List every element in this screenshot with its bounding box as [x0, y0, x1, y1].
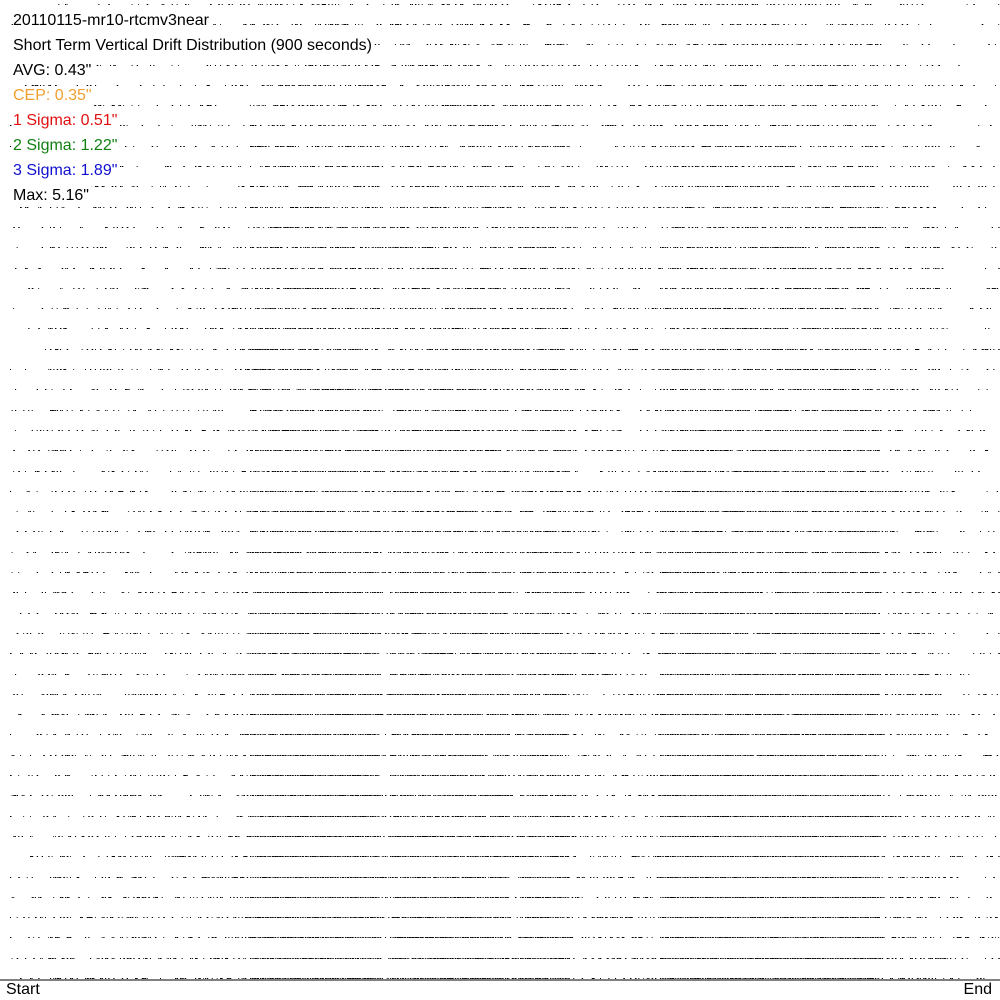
stat-max: Max: 5.16" [13, 187, 89, 204]
stat-cep: CEP: 0.35" [13, 87, 92, 104]
drift-rows [10, 5, 1000, 979]
chart-subtitle: Short Term Vertical Drift Distribution (900 seconds) [13, 37, 372, 54]
x-axis-end-label: End [963, 981, 992, 998]
stat-2-sigma: 2 Sigma: 1.22" [13, 137, 118, 154]
stat-avg: AVG: 0.43" [13, 62, 92, 79]
stat-3-sigma: 3 Sigma: 1.89" [13, 162, 118, 179]
x-axis-start-label: Start [6, 981, 40, 998]
stat-1-sigma: 1 Sigma: 0.51" [13, 112, 118, 129]
chart-title: 20110115-mr10-rtcmv3near [13, 12, 209, 29]
